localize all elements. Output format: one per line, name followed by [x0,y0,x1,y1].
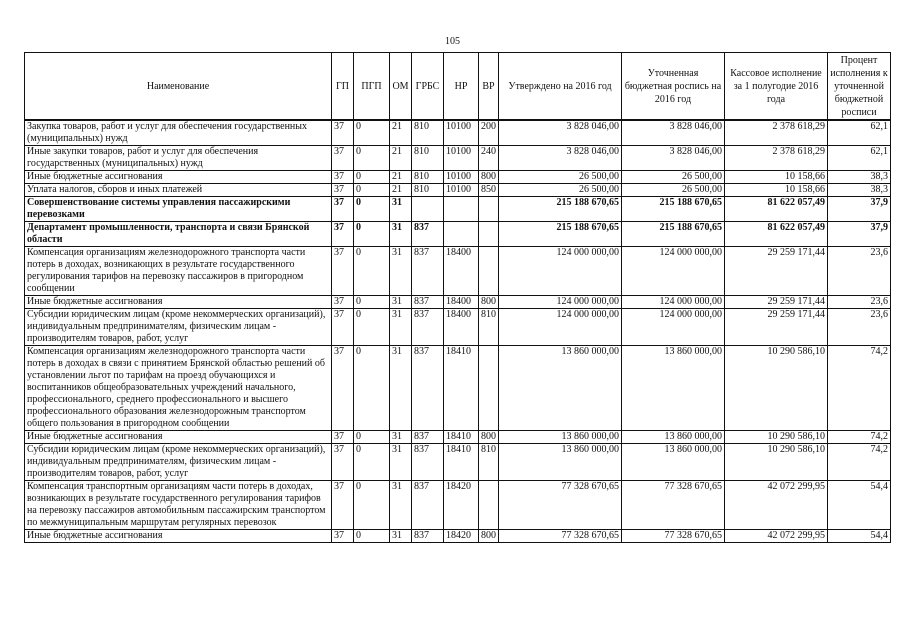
row-ppgp-cell: 0 [354,197,390,222]
row-grbs-cell: 837 [412,431,444,444]
row-np-cell: 18420 [444,481,479,530]
row-cash-cell: 2 378 618,29 [725,120,828,146]
row-gp-cell: 37 [332,184,354,197]
row-cash-cell: 81 622 057,49 [725,222,828,247]
row-approved-cell: 26 500,00 [499,171,622,184]
header-grbs: ГРБС [412,53,444,121]
row-cash-cell: 29 259 171,44 [725,309,828,346]
row-percent-cell: 23,6 [828,309,891,346]
row-ppgp-cell: 0 [354,171,390,184]
row-om-cell: 21 [390,184,412,197]
row-gp-cell: 37 [332,346,354,431]
row-approved-cell: 13 860 000,00 [499,346,622,431]
row-np-cell: 18410 [444,346,479,431]
row-grbs-cell: 837 [412,444,444,481]
header-gp: ГП [332,53,354,121]
row-gp-cell: 37 [332,197,354,222]
row-cash-cell: 10 290 586,10 [725,346,828,431]
row-approved-cell: 77 328 670,65 [499,481,622,530]
row-percent-cell: 74,2 [828,444,891,481]
row-grbs-cell: 837 [412,481,444,530]
row-np-cell: 10100 [444,120,479,146]
row-np-cell: 18420 [444,530,479,543]
row-name-cell: Компенсация транспортным организациям части потерь в доходах, возникающих в результате государственного регулирования тарифов на перевозку пассажиров автомобильным пассажирским транспортом по межмуниципальным маршрутам регулярных перевозок [25,481,332,530]
row-name-cell: Субсидии юридическим лицам (кроме некоммерческих организаций), индивидуальным предпринимателям, физическим лицам - производителям товаров, работ, услуг [25,309,332,346]
row-name-cell: Иные бюджетные ассигнования [25,530,332,543]
row-vr-cell [479,481,499,530]
row-percent-cell: 37,9 [828,197,891,222]
row-cash-cell: 29 259 171,44 [725,296,828,309]
row-gp-cell: 37 [332,431,354,444]
row-approved-cell: 124 000 000,00 [499,247,622,296]
row-np-cell: 10100 [444,171,479,184]
row-gp-cell: 37 [332,309,354,346]
row-vr-cell: 850 [479,184,499,197]
row-vr-cell: 810 [479,309,499,346]
row-om-cell: 21 [390,146,412,171]
row-refined-cell: 3 828 046,00 [622,146,725,171]
row-name-cell: Компенсация организациям железнодорожного транспорта части потерь в доходах в связи с принятием Брянской областью решений об установлении льгот по тарифам на проезд обучающихся и воспитанников общеобразовательных учреждений начального, профессионального, среднего профессионального и высшего профессионального образования железнодорожным транспортом общего пользования в пригородном сообщении [25,346,332,431]
row-percent-cell: 38,3 [828,184,891,197]
row-name-cell: Департамент промышленности, транспорта и связи Брянской области [25,222,332,247]
header-om: ОМ [390,53,412,121]
row-approved-cell: 26 500,00 [499,184,622,197]
row-vr-cell: 800 [479,431,499,444]
row-ppgp-cell: 0 [354,146,390,171]
row-ppgp-cell: 0 [354,481,390,530]
table-row [25,431,891,444]
row-cash-cell: 42 072 299,95 [725,530,828,543]
row-gp-cell: 37 [332,530,354,543]
table-row [25,146,891,171]
row-grbs-cell: 837 [412,346,444,431]
page-number: 105 [445,36,460,47]
row-om-cell: 31 [390,309,412,346]
row-percent-cell: 23,6 [828,247,891,296]
row-cash-cell: 10 158,66 [725,184,828,197]
row-name-cell: Уплата налогов, сборов и иных платежей [25,184,332,197]
row-refined-cell: 26 500,00 [622,171,725,184]
row-name-cell: Компенсация организациям железнодорожного транспорта части потерь в доходах, возникающих в результате государственного регулирования тарифов на перевозку пассажиров в пригородном сообщении [25,247,332,296]
table-row [25,184,891,197]
row-ppgp-cell: 0 [354,431,390,444]
row-om-cell: 21 [390,171,412,184]
row-cash-cell: 29 259 171,44 [725,247,828,296]
row-ppgp-cell: 0 [354,222,390,247]
row-om-cell: 31 [390,530,412,543]
row-percent-cell: 23,6 [828,296,891,309]
row-om-cell: 31 [390,444,412,481]
row-name-cell: Субсидии юридическим лицам (кроме некоммерческих организаций), индивидуальным предпринимателям, физическим лицам - производителям товаров, работ, услуг [25,444,332,481]
row-percent-cell: 74,2 [828,431,891,444]
table-row [25,481,891,530]
header-cash: Кассовое исполнение за 1 полугодие 2016 года [725,53,828,121]
row-ppgp-cell: 0 [354,346,390,431]
table-row [25,296,891,309]
row-np-cell: 10100 [444,146,479,171]
row-percent-cell: 74,2 [828,346,891,431]
row-approved-cell: 3 828 046,00 [499,120,622,146]
row-grbs-cell: 837 [412,296,444,309]
header-refined: Уточненная бюджетная роспись на 2016 год [622,53,725,121]
row-refined-cell: 124 000 000,00 [622,247,725,296]
header-vr: ВР [479,53,499,121]
table-header-row [25,53,891,121]
row-grbs-cell: 810 [412,146,444,171]
row-grbs-cell: 837 [412,530,444,543]
row-cash-cell: 10 158,66 [725,171,828,184]
row-approved-cell: 124 000 000,00 [499,309,622,346]
row-refined-cell: 13 860 000,00 [622,444,725,481]
row-gp-cell: 37 [332,120,354,146]
row-name-cell: Иные бюджетные ассигнования [25,431,332,444]
row-gp-cell: 37 [332,444,354,481]
row-vr-cell: 800 [479,171,499,184]
row-grbs-cell: 810 [412,171,444,184]
header-name: Наименование [25,53,332,121]
row-cash-cell: 10 290 586,10 [725,444,828,481]
row-grbs-cell: 810 [412,184,444,197]
table-row [25,444,891,481]
row-ppgp-cell: 0 [354,530,390,543]
row-approved-cell: 3 828 046,00 [499,146,622,171]
row-percent-cell: 62,1 [828,120,891,146]
row-percent-cell: 37,9 [828,222,891,247]
row-om-cell: 31 [390,346,412,431]
table-row [25,120,891,146]
row-refined-cell: 77 328 670,65 [622,530,725,543]
table-row [25,197,891,222]
row-grbs-cell: 837 [412,309,444,346]
row-cash-cell: 81 622 057,49 [725,197,828,222]
row-refined-cell: 13 860 000,00 [622,346,725,431]
row-vr-cell [479,222,499,247]
row-name-cell: Иные закупки товаров, работ и услуг для обеспечения государственных (муниципальных) нужд [25,146,332,171]
row-vr-cell: 800 [479,296,499,309]
row-np-cell: 18400 [444,296,479,309]
row-om-cell: 31 [390,197,412,222]
row-percent-cell: 38,3 [828,171,891,184]
row-approved-cell: 77 328 670,65 [499,530,622,543]
row-gp-cell: 37 [332,171,354,184]
header-percent: Процент исполнения к уточненной бюджетной росписи [828,53,891,121]
row-gp-cell: 37 [332,146,354,171]
row-ppgp-cell: 0 [354,184,390,197]
row-gp-cell: 37 [332,247,354,296]
table-row [25,530,891,543]
row-ppgp-cell: 0 [354,296,390,309]
row-cash-cell: 42 072 299,95 [725,481,828,530]
row-grbs-cell [412,197,444,222]
row-np-cell: 10100 [444,184,479,197]
row-vr-cell: 800 [479,530,499,543]
row-np-cell: 18410 [444,431,479,444]
row-name-cell: Иные бюджетные ассигнования [25,171,332,184]
row-ppgp-cell: 0 [354,309,390,346]
row-refined-cell: 3 828 046,00 [622,120,725,146]
table-row [25,346,891,431]
row-gp-cell: 37 [332,481,354,530]
row-np-cell [444,222,479,247]
row-vr-cell [479,197,499,222]
table-row [25,247,891,296]
row-refined-cell: 77 328 670,65 [622,481,725,530]
row-refined-cell: 215 188 670,65 [622,197,725,222]
row-approved-cell: 13 860 000,00 [499,431,622,444]
row-refined-cell: 13 860 000,00 [622,431,725,444]
row-approved-cell: 13 860 000,00 [499,444,622,481]
row-vr-cell: 810 [479,444,499,481]
row-name-cell: Совершенствование системы управления пассажирскими перевозками [25,197,332,222]
row-om-cell: 31 [390,481,412,530]
header-approved: Утверждено на 2016 год [499,53,622,121]
header-ppgp: ПГП [354,53,390,121]
row-cash-cell: 10 290 586,10 [725,431,828,444]
row-ppgp-cell: 0 [354,247,390,296]
row-om-cell: 31 [390,222,412,247]
row-np-cell: 18410 [444,444,479,481]
row-vr-cell: 240 [479,146,499,171]
row-om-cell: 31 [390,296,412,309]
budget-execution-table [24,52,891,543]
table-row [25,171,891,184]
row-om-cell: 31 [390,247,412,296]
row-om-cell: 21 [390,120,412,146]
row-approved-cell: 215 188 670,65 [499,222,622,247]
row-vr-cell [479,247,499,296]
row-refined-cell: 124 000 000,00 [622,309,725,346]
header-np: НР [444,53,479,121]
row-approved-cell: 215 188 670,65 [499,197,622,222]
row-np-cell: 18400 [444,247,479,296]
table-row [25,309,891,346]
table-body [25,120,891,543]
row-ppgp-cell: 0 [354,444,390,481]
row-cash-cell: 2 378 618,29 [725,146,828,171]
row-grbs-cell: 837 [412,247,444,296]
row-om-cell: 31 [390,431,412,444]
row-ppgp-cell: 0 [354,120,390,146]
row-grbs-cell: 810 [412,120,444,146]
row-percent-cell: 54,4 [828,481,891,530]
table-row [25,222,891,247]
row-name-cell: Закупка товаров, работ и услуг для обеспечения государственных (муниципальных) нужд [25,120,332,146]
row-gp-cell: 37 [332,296,354,309]
row-refined-cell: 215 188 670,65 [622,222,725,247]
row-gp-cell: 37 [332,222,354,247]
row-np-cell [444,197,479,222]
row-percent-cell: 54,4 [828,530,891,543]
row-percent-cell: 62,1 [828,146,891,171]
row-approved-cell: 124 000 000,00 [499,296,622,309]
row-refined-cell: 124 000 000,00 [622,296,725,309]
row-grbs-cell: 837 [412,222,444,247]
row-refined-cell: 26 500,00 [622,184,725,197]
row-vr-cell: 200 [479,120,499,146]
row-np-cell: 18400 [444,309,479,346]
row-vr-cell [479,346,499,431]
row-name-cell: Иные бюджетные ассигнования [25,296,332,309]
